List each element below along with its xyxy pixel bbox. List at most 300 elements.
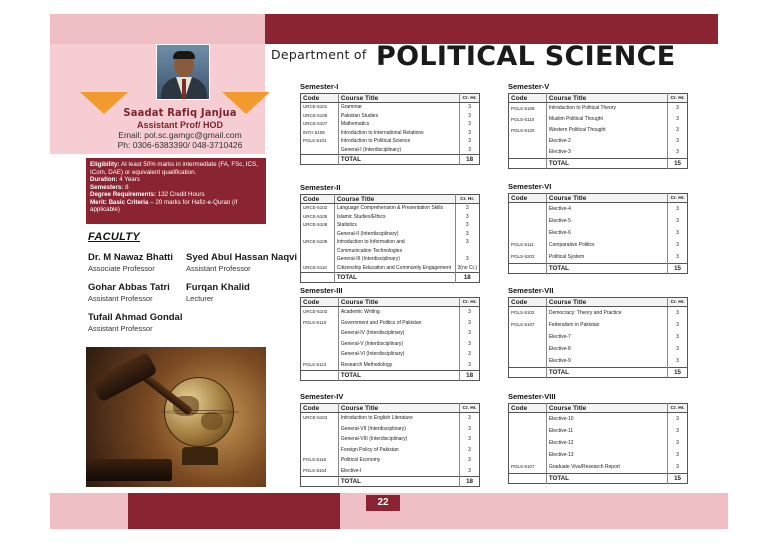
- total-spacer: [301, 371, 339, 381]
- top-banner-pink-block: [50, 14, 265, 44]
- semester-6-block: [508, 182, 688, 274]
- course-title: Comparative Politics: [546, 239, 667, 251]
- semester-5-block: [508, 82, 688, 169]
- total-credits: 18: [460, 371, 480, 381]
- course-title: Elective-10: [546, 413, 667, 426]
- faculty-role: Assistant Professor: [186, 264, 251, 273]
- table-row: [509, 227, 688, 239]
- table-row: [301, 230, 480, 239]
- credit-hours: 3: [676, 440, 679, 446]
- table-row: [301, 466, 480, 477]
- table-row: [301, 103, 480, 112]
- credit-hours: 3: [676, 242, 679, 248]
- credit-hours: 3: [465, 213, 469, 220]
- table-row: [301, 120, 480, 129]
- course-code: POLS-5104: [301, 466, 339, 477]
- table-row: [509, 343, 688, 355]
- course-title: General-VII (Interdisciplinary): [338, 424, 459, 435]
- semester-title: Semester-IV: [300, 392, 344, 401]
- credit-hours: 3: [468, 446, 471, 453]
- semester-table: [300, 403, 480, 487]
- semester-table: [300, 93, 480, 165]
- table-header-row: [509, 194, 688, 203]
- table-header-row: [301, 195, 480, 204]
- table-row: [301, 434, 480, 445]
- course-code: [301, 255, 335, 264]
- semester-3-block: [300, 286, 480, 381]
- table-row: [509, 251, 688, 264]
- globe-stand: [182, 447, 218, 465]
- credit-hours: 3: [465, 239, 469, 245]
- program-info-box: [86, 158, 266, 224]
- credit-hours: 3: [468, 467, 471, 474]
- course-title: Muslim Political Thought: [546, 114, 667, 125]
- course-code: [509, 355, 547, 368]
- total-label: TOTAL: [546, 474, 667, 484]
- course-title: Elective-12: [546, 437, 667, 449]
- merit-line: [90, 199, 262, 214]
- table-row: [509, 215, 688, 227]
- col-course-header: Course Title: [338, 404, 459, 413]
- semester-table: [300, 297, 480, 381]
- faculty-name: Tufail Ahmad Gondal: [88, 312, 183, 323]
- credit-hours: 3: [676, 428, 679, 434]
- course-code: POLS-5101: [301, 137, 339, 146]
- course-code: [301, 434, 339, 445]
- course-title: General-III (Interdisciplinary): [334, 255, 455, 264]
- col-credit-header: Cr. Hr.: [668, 194, 688, 203]
- total-label: TOTAL: [546, 368, 667, 378]
- course-code: POLS-5120: [509, 125, 547, 136]
- course-title: Elective-6: [546, 227, 667, 239]
- degree-value: 132 Credit Hours: [157, 191, 205, 198]
- course-code: INTH 5108: [301, 129, 339, 138]
- semester-title: Semester-II: [300, 183, 341, 192]
- bottom-banner-pink-left: [50, 493, 128, 529]
- course-code: [509, 413, 547, 426]
- course-code: URCE-5104: [301, 413, 339, 424]
- course-title: Elective-8: [546, 343, 667, 355]
- faculty-member: [186, 252, 297, 273]
- table-row: [301, 204, 480, 213]
- table-header-row: [301, 94, 480, 103]
- course-title: Introduction to Political Theory: [546, 103, 667, 115]
- course-title: Introduction to English Literature: [338, 413, 459, 424]
- credit-hours: 3: [468, 457, 471, 463]
- col-course-header: Course Title: [338, 94, 459, 103]
- hod-name: Saadat Rafiq Janjua: [123, 106, 237, 119]
- total-spacer: [301, 155, 339, 165]
- col-credit-header: Cr. Hr.: [455, 195, 479, 204]
- course-title: Federalism in Pakistan: [546, 319, 667, 331]
- table-row: [509, 203, 688, 216]
- credit-hours: 3: [676, 206, 679, 212]
- total-label: TOTAL: [338, 477, 459, 487]
- course-code: [509, 136, 547, 147]
- credit-hours: 3: [676, 464, 679, 470]
- course-code: [509, 331, 547, 343]
- credit-hours: 3: [676, 452, 679, 458]
- total-credits: 18: [460, 155, 480, 165]
- credit-hours: 3: [468, 436, 471, 442]
- faculty-name: Gohar Abbas Tatri: [88, 282, 170, 293]
- credit-hours: 3: [468, 309, 471, 315]
- table-row: [301, 455, 480, 466]
- faculty-role: Associate Professor: [88, 264, 155, 273]
- table-row: [509, 449, 688, 461]
- table-row: [301, 255, 480, 264]
- hod-email: Email: pol.sc.gamgc@gmail.com: [118, 130, 242, 140]
- credit-hours: 3: [465, 256, 469, 262]
- course-title: Elective-3: [546, 147, 667, 159]
- col-code-header: Code: [509, 404, 547, 413]
- semester-table: [508, 93, 688, 169]
- faculty-heading: FACULTY: [88, 231, 141, 243]
- table-row: [301, 349, 480, 360]
- col-code-header: Code: [509, 298, 547, 307]
- course-code: [301, 230, 335, 239]
- total-row: [509, 159, 688, 169]
- total-row: [509, 368, 688, 378]
- semester-title: Semester-V: [508, 82, 550, 91]
- course-code: [301, 328, 339, 339]
- table-row: [301, 247, 480, 256]
- credit-hours: 3: [468, 146, 471, 153]
- credit-hours: 3: [468, 104, 471, 110]
- total-spacer: [509, 368, 547, 378]
- col-credit-header: Cr. Hr.: [668, 404, 688, 413]
- table-row: [509, 114, 688, 125]
- course-code: [301, 424, 339, 435]
- credit-hours: 3: [676, 334, 679, 340]
- total-spacer: [301, 477, 339, 487]
- total-label: TOTAL: [338, 371, 459, 381]
- table-row: [301, 445, 480, 456]
- course-title: Elective-7: [546, 331, 667, 343]
- table-row: [301, 318, 480, 329]
- total-spacer: [301, 273, 335, 283]
- course-code: URCE-5109: [301, 238, 335, 247]
- total-credits: 15: [668, 368, 688, 378]
- photo-tie: [182, 79, 186, 99]
- total-spacer: [509, 474, 547, 484]
- course-code: POLS-5111: [509, 239, 547, 251]
- col-code-header: Code: [301, 94, 339, 103]
- credit-hours: 3: [468, 425, 471, 432]
- course-title: Western Political Thought: [546, 125, 667, 136]
- course-code: [509, 449, 547, 461]
- semester-table: [300, 194, 480, 283]
- total-credits: 15: [668, 264, 688, 274]
- duration-value: 4 Years: [119, 176, 140, 183]
- course-code: URCE-5105: [301, 213, 335, 222]
- col-course-header: Course Title: [546, 94, 667, 103]
- course-code: URCE-5107: [301, 120, 339, 129]
- table-row: [301, 413, 480, 424]
- credit-hours: [455, 247, 479, 256]
- table-row: [509, 413, 688, 426]
- total-credits: 18: [455, 273, 479, 283]
- total-label: TOTAL: [334, 273, 455, 283]
- total-row: [301, 273, 480, 283]
- col-course-header: Course Title: [338, 298, 459, 307]
- semester-title: Semester-III: [300, 286, 343, 295]
- table-row: [301, 264, 480, 273]
- credit-hours: 3: [468, 330, 471, 336]
- degree-label: Degree Requirements:: [90, 191, 157, 198]
- total-row: [301, 477, 480, 487]
- course-title: General-II (Interdisciplinary): [334, 230, 455, 239]
- col-credit-header: Cr. Hr.: [460, 298, 480, 307]
- table-row: [509, 239, 688, 251]
- course-code: [509, 437, 547, 449]
- credit-hours: 3: [676, 230, 679, 236]
- course-code: [301, 349, 339, 360]
- faculty-role: Lecturer: [186, 294, 214, 303]
- photo-hair: [173, 51, 195, 59]
- semester-title: Semester-I: [300, 82, 339, 91]
- course-title: Elective-2: [546, 136, 667, 147]
- course-title: Pakistan Studies: [338, 112, 459, 121]
- credit-hours: 3: [676, 416, 679, 422]
- col-course-header: Course Title: [334, 195, 455, 204]
- course-title: General-VI (Interdisciplinary): [338, 349, 459, 360]
- col-code-header: Code: [301, 404, 339, 413]
- course-title: Elective-5: [546, 215, 667, 227]
- credit-hours: 3: [676, 116, 679, 122]
- faculty-member: [88, 282, 170, 303]
- credit-hours: 3: [676, 310, 679, 316]
- total-label: TOTAL: [546, 159, 667, 169]
- col-credit-header: Cr. Hr.: [668, 94, 688, 103]
- course-code: [509, 147, 547, 159]
- semester-table: [508, 403, 688, 484]
- total-credits: 15: [668, 159, 688, 169]
- table-row: [509, 461, 688, 474]
- merit-value: – 20 marks for Hafiz-e-Quran (if applicable): [90, 198, 238, 213]
- credit-hours: 3: [468, 361, 471, 368]
- course-code: POLS-5113: [301, 360, 339, 371]
- duration-line: [90, 176, 262, 184]
- col-course-header: Course Title: [546, 194, 667, 203]
- hod-photo: [156, 44, 210, 100]
- table-row: [509, 437, 688, 449]
- semesters-value: 8: [125, 183, 129, 191]
- hod-profile: [90, 106, 270, 150]
- col-code-header: Code: [509, 94, 547, 103]
- course-title: Citizenship Education and Community Engagement: [334, 264, 455, 273]
- credit-hours: 3: [676, 218, 679, 224]
- total-spacer: [509, 264, 547, 274]
- course-title: Research Methodology: [338, 360, 459, 371]
- col-credit-header: Cr. Hr.: [460, 94, 480, 103]
- credit-hours: 3: [676, 105, 679, 111]
- course-title: Foreign Policy of Pakistan: [338, 445, 459, 456]
- credit-hours: 3: [676, 358, 679, 364]
- semester-2-block: [300, 183, 480, 283]
- course-title: General-IV (Interdisciplinary): [338, 328, 459, 339]
- semester-1-block: [300, 82, 480, 165]
- credit-hours: 3: [468, 129, 471, 136]
- semester-title: Semester-VIII: [508, 392, 556, 401]
- course-code: URCE-5102: [301, 204, 335, 213]
- total-label: TOTAL: [546, 264, 667, 274]
- credit-hours: 3: [676, 149, 679, 155]
- table-row: [301, 213, 480, 222]
- credit-hours: 3: [676, 322, 679, 328]
- course-code: [301, 445, 339, 456]
- course-title: General-V (Interdisciplinary): [338, 339, 459, 350]
- course-code: POLS-5107: [509, 461, 547, 474]
- table-header-row: [509, 404, 688, 413]
- semester-4-block: [300, 392, 480, 487]
- course-code: URCE-5108: [301, 221, 335, 230]
- course-title: Introduction to International Relations: [338, 129, 459, 138]
- course-code: [509, 343, 547, 355]
- course-title: Academic Writing: [338, 307, 459, 318]
- col-course-header: Course Title: [546, 298, 667, 307]
- credit-hours: 3: [468, 121, 471, 127]
- course-title: Political Economy: [338, 455, 459, 466]
- table-row: [509, 125, 688, 136]
- faculty-member: [88, 312, 182, 333]
- total-row: [509, 474, 688, 484]
- course-code: [301, 247, 335, 256]
- course-title: Government and Politics of Pakistan: [338, 318, 459, 329]
- table-row: [301, 339, 480, 350]
- table-row: [301, 146, 480, 155]
- semester-title: Semester-VII: [508, 286, 554, 295]
- course-code: [301, 146, 339, 155]
- col-code-header: Code: [301, 298, 339, 307]
- course-code: POLS-5107: [509, 319, 547, 331]
- course-code: POLS-5203: [509, 251, 547, 264]
- course-code: POLS-5115: [301, 318, 339, 329]
- hod-designation: Assistant Prof/ HOD: [136, 120, 223, 130]
- course-title: Elective-9: [546, 355, 667, 368]
- total-label: TOTAL: [338, 155, 459, 165]
- credit-hours: 3: [465, 230, 469, 237]
- table-row: [509, 319, 688, 331]
- table-header-row: [509, 94, 688, 103]
- table-row: [509, 355, 688, 368]
- table-row: [301, 307, 480, 318]
- course-title: Elective-11: [546, 425, 667, 437]
- credit-hours: 3: [468, 415, 471, 421]
- course-title: Introduction to Political Science: [338, 137, 459, 146]
- semester-7-block: [508, 286, 688, 378]
- credit-hours: 3: [676, 346, 679, 352]
- duration-label: Duration:: [90, 176, 118, 183]
- course-code: URCE-5101: [301, 103, 339, 112]
- total-credits: 18: [460, 477, 480, 487]
- faculty-role: Assistant Professor: [88, 294, 153, 303]
- course-code: POLS-5109: [509, 103, 547, 115]
- course-code: URCE-5106: [301, 112, 339, 121]
- table-row: [301, 424, 480, 435]
- course-code: [509, 425, 547, 437]
- page-number: 22: [366, 495, 400, 511]
- table-header-row: [509, 298, 688, 307]
- semester-8-block: [508, 392, 688, 484]
- table-row: [509, 425, 688, 437]
- course-code: [301, 339, 339, 350]
- gavel-base: [86, 459, 172, 481]
- table-header-row: [301, 404, 480, 413]
- merit-label: Merit: Basic Criteria: [90, 198, 149, 206]
- table-row: [509, 307, 688, 320]
- course-title: Language Comprehension & Presentation Skills: [334, 204, 455, 213]
- gavel-globe-image: [86, 347, 266, 487]
- credit-hours: 3: [468, 340, 471, 347]
- table-row: [301, 221, 480, 230]
- credit-hours: 3: [465, 222, 469, 228]
- course-code: [509, 215, 547, 227]
- course-title: Grammar: [338, 103, 459, 112]
- faculty-member: [88, 252, 173, 273]
- table-row: [509, 147, 688, 159]
- credit-hours: 3: [676, 254, 679, 260]
- faculty-name: Furqan Khalid: [186, 282, 250, 293]
- table-row: [301, 137, 480, 146]
- course-title: Mathematics: [338, 120, 459, 129]
- hod-phone: Ph: 0306-6383390/ 048-3710426: [117, 140, 243, 150]
- course-title: Graduate Viva/Research Report: [546, 461, 667, 474]
- top-banner: [50, 14, 718, 44]
- degree-line: [90, 191, 262, 199]
- course-code: POLS-5116: [301, 455, 339, 466]
- course-title: Islamic Studies/Ethics: [334, 213, 455, 222]
- semester-table: [508, 193, 688, 274]
- eligibility-value: At least 50% marks in intermediate (FA, FSc, ICS, ICom, DAE) or equivalent qualification.: [90, 161, 258, 176]
- col-code-header: Code: [509, 194, 547, 203]
- semester-title: Semester-VI: [508, 182, 552, 191]
- gavel-head: [90, 351, 158, 402]
- credit-hours: 3: [468, 351, 471, 357]
- table-row: [301, 328, 480, 339]
- col-credit-header: Cr. Hr.: [668, 298, 688, 307]
- semesters-label: Semesters:: [90, 183, 124, 191]
- department-label: Department of: [271, 47, 367, 62]
- faculty-role: Assistant Professor: [88, 324, 153, 333]
- course-code: URCE-5103: [301, 307, 339, 318]
- table-row: [301, 238, 480, 247]
- faculty-name: Dr. M Nawaz Bhatti: [88, 252, 173, 263]
- total-row: [301, 155, 480, 165]
- faculty-member: [186, 282, 250, 303]
- table-header-row: [301, 298, 480, 307]
- total-row: [301, 371, 480, 381]
- table-row: [301, 360, 480, 371]
- department-title: POLITICAL SCIENCE: [376, 41, 676, 72]
- course-title: Elective-13: [546, 449, 667, 461]
- total-credits: 15: [668, 474, 688, 484]
- course-title: Political System: [546, 251, 667, 264]
- table-row: [301, 112, 480, 121]
- table-row: [509, 136, 688, 147]
- credit-hours: 3: [676, 127, 679, 133]
- credit-hours: 3(no Cr.): [457, 264, 477, 271]
- course-title: Statistics: [334, 221, 455, 230]
- course-code: [509, 227, 547, 239]
- credit-hours: 3: [465, 205, 469, 211]
- total-spacer: [509, 159, 547, 169]
- course-title: Elective-4: [546, 203, 667, 216]
- credit-hours: 3: [468, 112, 471, 119]
- course-code: URCE-5110: [301, 264, 335, 273]
- credit-hours: 3: [468, 319, 471, 326]
- course-title: Introduction to Information and: [334, 238, 455, 247]
